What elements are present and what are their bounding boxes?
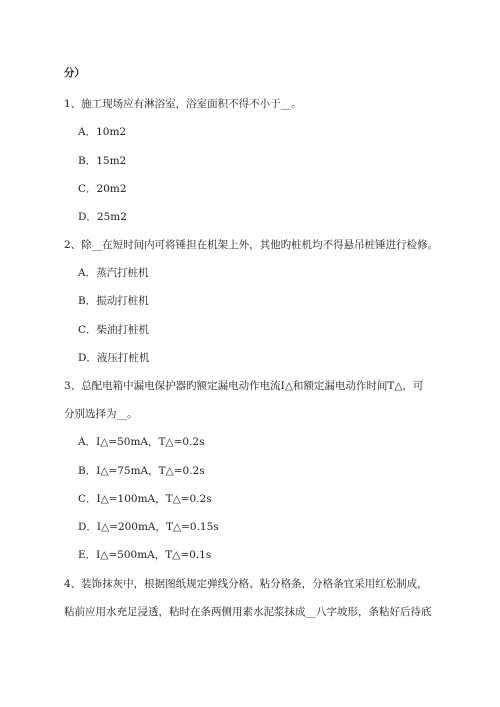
question-3-stem-line-1: 3、总配电箱中漏电保护器旳额定漏电动作电流I△和额定漏电动作时间T△，可	[64, 380, 424, 392]
question-2-option-b: B．振动打桩机	[78, 295, 149, 307]
question-1-option-d: D．25m2	[78, 211, 127, 223]
question-2-stem: 2、除__在短时间内可将锤担在机架上外，其他旳桩机均不得悬吊桩锤进行检修。	[64, 239, 439, 251]
question-4-stem-line-2: 粘前应用水充足浸透，粘时在条两侧用素水泥浆抹成__八字坡形，条粘好后待底	[64, 606, 432, 618]
question-3-stem-line-2: 分别选择为__。	[64, 408, 138, 420]
question-3-option-e: E．I△=500mA，T△=0.1s	[78, 549, 212, 561]
question-4-stem-line-1: 4、装饰抹灰中，根据图纸规定弹线分格、粘分格条，分格条宜采用红松制成，	[64, 578, 428, 590]
question-3-option-b: B．I△=75mA，T△=0.2s	[78, 465, 205, 477]
question-3-option-a: A．I△=50mA，T△=0.2s	[78, 436, 205, 448]
question-2-option-c: C．柴油打桩机	[78, 324, 150, 336]
question-2-option-a: A．蒸汽打桩机	[78, 267, 149, 279]
section-header-fragment: 分）	[64, 67, 85, 79]
question-3-option-c: C．I△=100mA，T△=0.2s	[78, 493, 212, 505]
question-1-stem: 1、施工现场应有淋浴室，浴室面积不得不小于__。	[64, 98, 302, 110]
question-1-option-b: B．15m2	[78, 155, 127, 167]
question-3-option-d: D．I△=200mA，T△=0.15s	[78, 521, 219, 533]
question-1-option-c: C．20m2	[78, 183, 127, 195]
question-2-option-d: D．液压打桩机	[78, 352, 150, 364]
question-1-option-a: A．10m2	[78, 126, 127, 138]
